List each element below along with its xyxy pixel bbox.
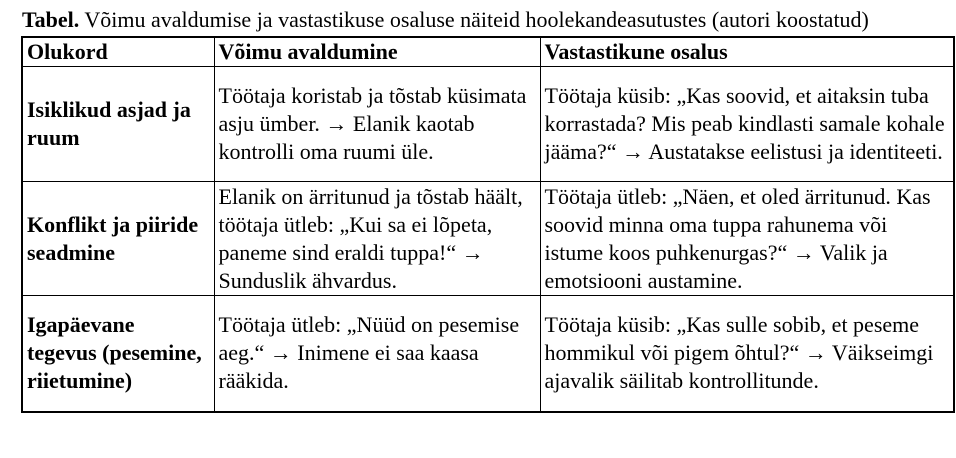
cell-power-example: Töötaja ütleb: „Nüüd on pesemise aeg.“ → Inimene ei saa kaasa rääkida. [214, 296, 540, 412]
cell-mutual-example: Töötaja küsib: „Kas soovid, et aitaksin tuba korrastada? Mis peab kindlasti samale kohale jääma?“ → Austatakse eelistusi ja identiteeti. [540, 67, 954, 182]
table-caption [22, 6, 884, 34]
cell-mutual-example: Töötaja ütleb: „Näen, et oled ärritunud. Kas soovid minna oma tuppa rahunema või istume koos puhkenurgas?“ → Valik ja emotsiooni austamine. [540, 182, 954, 296]
caption-label: Tabel. [22, 7, 80, 32]
header-power-expression: Võimu avaldumine [214, 37, 540, 67]
cell-situation: Isiklikud asjad ja ruum [22, 67, 214, 182]
power-participation-table [21, 36, 955, 413]
header-situation: Olukord [22, 37, 214, 67]
cell-power-example: Elanik on ärritunud ja tõstab häält, töötaja ütleb: „Kui sa ei lõpeta, paneme sind eraldi tuppa!“ → Sunduslik ähvardus. [214, 182, 540, 296]
table-row [22, 296, 954, 412]
header-row [22, 37, 954, 67]
cell-mutual-example: Töötaja küsib: „Kas sulle sobib, et peseme hommikul või pigem õhtul?“ → Väikseimgi ajavalik säilitab kontrollitunde. [540, 296, 954, 412]
document-page [0, 6, 956, 458]
cell-power-example: Töötaja koristab ja tõstab küsimata asju ümber. → Elanik kaotab kontrolli oma ruumi üle. [214, 67, 540, 182]
cell-situation: Konflikt ja piiride seadmine [22, 182, 214, 296]
caption-text: Võimu avaldumise ja vastastikuse osaluse näiteid hoolekandeasutustes (autori koostatud) [84, 7, 869, 32]
header-mutual-participation: Vastastikune osalus [540, 37, 954, 67]
cell-situation: Igapäevane tegevus (pesemine, riietumine) [22, 296, 214, 412]
table-row [22, 67, 954, 182]
table-row [22, 182, 954, 296]
